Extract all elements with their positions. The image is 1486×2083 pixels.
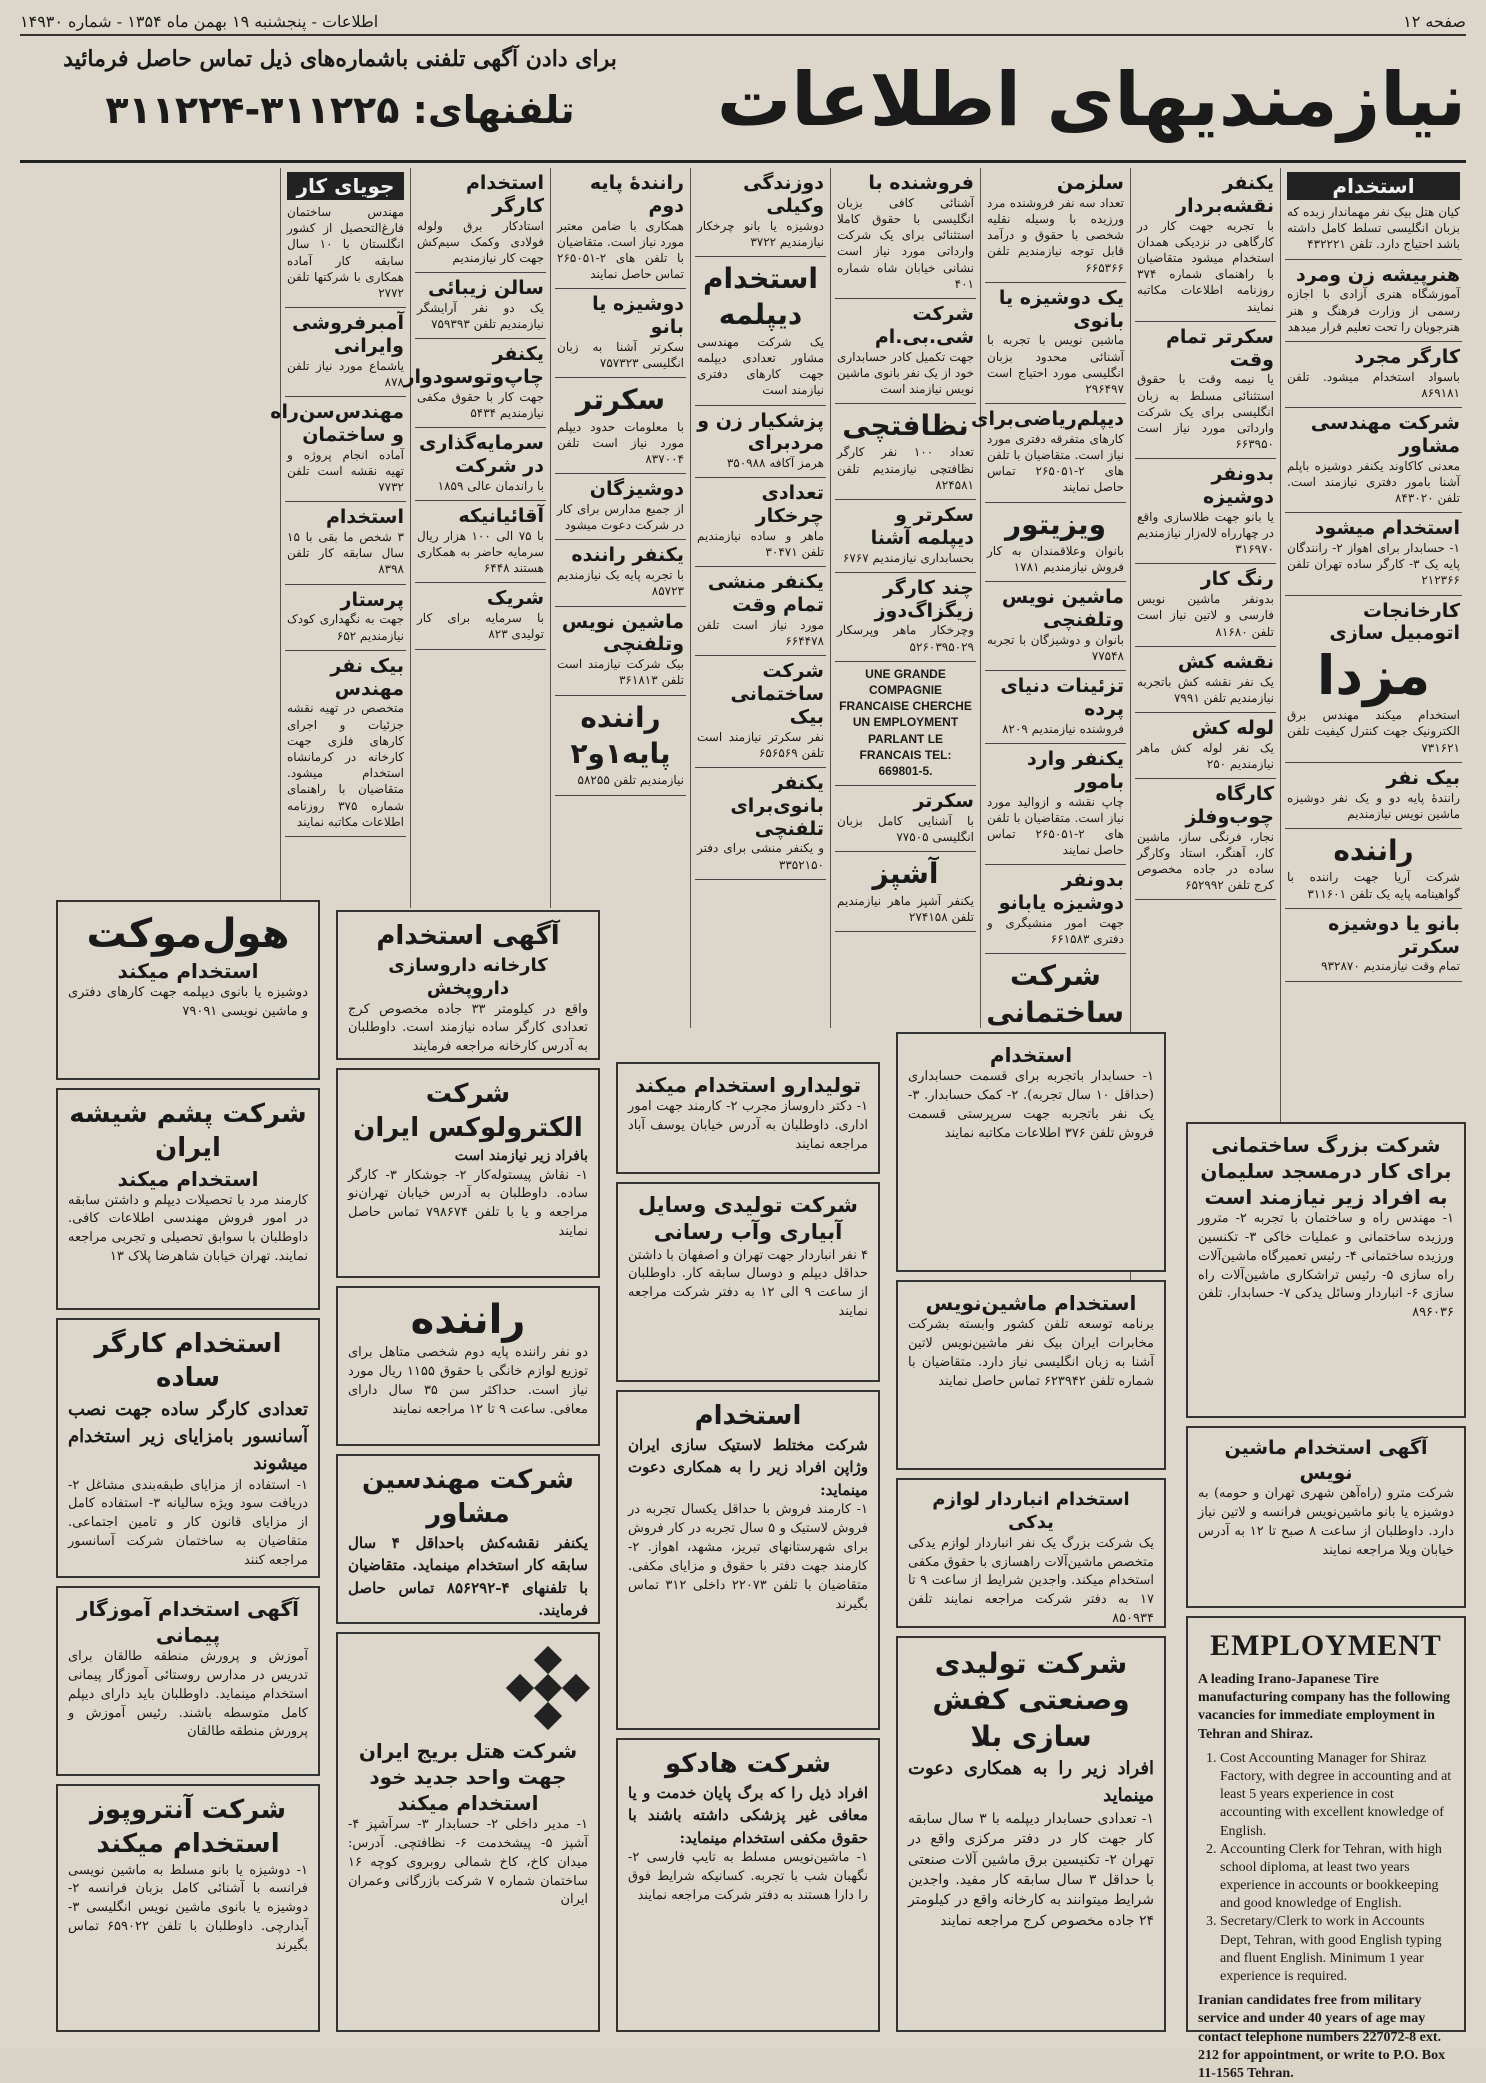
ad-heading: بیک نفر <box>1386 766 1460 789</box>
ad-heading: آمبرفروشی وایرانی <box>292 312 404 357</box>
classified-ad <box>835 500 976 573</box>
ad-ranandeh-body: دو نفر راننده پایه دوم شخصی متاهل برای توزیع لوازم خانگی با حقوق ۱۱۵۵ ریال مورد نیاز است. حداکثر سن ۳۵ سال دارای معافی. ساعت ۹ تا ۱۲ مراجعه نمایند <box>348 1345 589 1417</box>
ad-body: ماشین نویس با تجربه با آشنائی محدود بزبان انگلیسی مورد احتیاج است ۲۹۶۴۹۷ <box>987 333 1124 396</box>
ad-body: تعداد ۱۰۰ نفر کارگر نظافتچی نیازمندیم تلفن ۸۲۴۵۸۱ <box>837 445 974 492</box>
ad-body: شرکت آریا جهت راننده با گواهینامه پایه یک تلفن ۳۱۱۶۰۱ <box>1287 870 1460 901</box>
ad-body: بانوان و دوشیزگان با تجربه ۷۷۵۴۸ <box>987 632 1124 664</box>
ad-accounting <box>896 1032 1166 1272</box>
ad-heading-xlarge: مزدا <box>1316 644 1431 708</box>
ad-heading: یکنفر چاپ‌وتوسودوار <box>403 343 544 389</box>
ad-employment-english <box>1186 1616 1466 2081</box>
classified-ad <box>555 474 686 540</box>
ad-body: ماهر و ساده نیازمندیم تلفن ۳۰۴۷۱ <box>697 528 824 560</box>
ad-body: بیک شرکت نیازمند است تلفن ۳۶۱۸۱۳ <box>557 657 684 688</box>
ad-heading: پزشکیار زن و مردبرای <box>697 409 824 455</box>
classified-ad <box>835 299 976 404</box>
ad-heading: هنرپیشه زن ومرد <box>1295 263 1460 286</box>
classified-ad <box>835 852 976 932</box>
ad-heading-large: سکرتر <box>575 383 666 417</box>
classified-ad <box>1285 763 1462 829</box>
ad-mashin-body: برنامه توسعه تلفن کشور وابسته بشرکت مخابرات ایران بیک نفر ماشین‌نویس لاتین آشنا به زبان انگلیسی نیاز دارد. متقاضیان با شماره تلفن ۶۲۳۹۴۲ تماس حاصل نمایند <box>908 1317 1154 1389</box>
ad-electrolux-sub: بافراد زیر نیازمند است <box>454 1147 588 1164</box>
ad-hadco-body: ۱- ماشین‌نویس مسلط به تایپ فارسی ۲- نگهبان شب با تجربه. کسانیکه شرایط فوق را دارا هستند به دفتر شرکت مراجعه نمایند <box>628 1850 868 1903</box>
ad-heading: بدونفر دوشیزه یابانو <box>998 869 1124 915</box>
ad-body: استخدام میکند مهندس برق الکترونیک جهت کنترل کیفیت تلفن ۷۳۱۶۲۱ <box>1287 708 1460 755</box>
ad-kargar-body: ۱- استفاده از مزایای طبقه‌بندی مشاغل ۲- دریافت سود ویژه سالیانه ۳- استفاده کامل از مزایای قانون کار و تامین اجتماعی. متقاضیان به ساختمان شرکت آسانسور مراجعه کنند <box>68 1477 308 1568</box>
ad-mashinfr-body: شرکت مترو (راه‌آهن شهری تهران و حومه) به دوشیزه یا بانو ماشین‌نویس فرانسه و لاتین نیاز دارد. داوطلبان از ساعت ۸ صبح تا ۱۲ به آدرس خیابان ویلا مراجعه نمایند <box>1198 1486 1454 1558</box>
employment-footer: Iranian candidates free from military service and under 40 years of age may contact telephone numbers 227072-8 ext. 212 for appointment, or write to P.O. Box 11-1565 Tehran. <box>1198 1993 1446 2081</box>
classified-ad <box>835 168 976 299</box>
ad-body: یا بانو جهت طلاسازی واقع در چهارراه لاله‌زار نیازمندیم ۳۱۶۹۷۰ <box>1137 509 1274 557</box>
section-label: استخدام <box>1287 172 1460 200</box>
classified-ad <box>695 768 826 880</box>
ad-lastik-title: استخدام <box>694 1401 802 1431</box>
ad-tolidaroo-body: ۱- دکتر داروساز مجرب ۲- کارمند جهت امور اداری. داوطلبان به آدرس خیابان یوسف آباد مراجعه نمایند <box>628 1099 868 1152</box>
ad-hadco-sub: افراد ذیل را که برگ پایان خدمت و یا معافی غیر پزشکی داشته باشند با حقوق مکفی استخدام مینماید: <box>628 1783 868 1847</box>
ad-body: نفر سکرتر نیازمند است تلفن ۶۵۶۵۶۹ <box>697 729 824 760</box>
ad-heading: یکنفر منشی تمام وقت <box>707 571 824 617</box>
ad-body: آموزشگاه هنری آزادی با اجازه رسمی از وزارت فرهنگ و هنر هنرجویان را تحت تعلیم قرار میدهد <box>1287 287 1460 334</box>
classified-ad <box>415 583 546 649</box>
classified-ad <box>285 585 406 651</box>
ad-heading-large: راننده <box>1333 834 1414 868</box>
classified-ad <box>1285 168 1462 260</box>
ad-ranandeh <box>336 1286 600 1446</box>
page-number: صفحه ۱۲ <box>1403 11 1466 31</box>
ad-accounting-title: استخدام <box>989 1043 1073 1067</box>
ad-body: جهت امور منشیگری و دفتری ۶۶۱۵۸۳ <box>987 916 1124 947</box>
employment-item: 2. Accounting Clerk for Tehran, with high school diploma, at least two years experience in accounts or bookkeeping and good knowledge of English. <box>1220 1841 1454 1914</box>
ad-heading: سرمایه‌گذاری در شرکت <box>419 432 544 478</box>
classified-ad <box>1135 647 1276 713</box>
classified-ad <box>555 696 686 796</box>
ad-body: بدونفر ماشین نویس فارسی و لاتین نیاز است تلفن ۸۱۶۸۰ <box>1137 592 1274 639</box>
classified-ad <box>1285 408 1462 513</box>
ad-shisheh-sub: استخدام میکند <box>117 1166 259 1191</box>
ad-lastik-body: ۱- کارمند فروش با حداقل یکسال تجربه در فروش لاستیک و ۵ سال تجربه در کار فروش برای شهرستانهای تبریز، مشهد، اهواز. ۲- کارمند جهت دفتر با حقوق و مزایای مکفی. متقاضیان با تلفن ۲۲۰۷۳ داخلی ۳۱۲ تماس بگیرند <box>628 1502 868 1612</box>
ad-heading: سکرتر و دیپلمه آشنا <box>870 504 974 549</box>
ad-daroosazi <box>336 910 600 1060</box>
ad-hadco-title: شرکت هادکو <box>665 1749 831 1779</box>
classified-ad <box>985 744 1126 865</box>
ad-lastik-sub: شرکت مختلط لاستیک سازی ایران وژاپن افراد زیر را به همکاری دعوت مینماید: <box>628 1435 868 1499</box>
ad-abyari <box>616 1182 880 1382</box>
ad-heading: سکرتر تمام وقت <box>1165 325 1274 371</box>
classified-ad <box>1135 779 1276 900</box>
ad-mohandesin-body: یکنفر نقشه‌کش باحداقل ۴ سال سابقه کار استخدام مینماید. متقاضیان با تلفنهای ۴-۸۵۶۲۹۲ تماس حاصل فرمایند. <box>348 1533 588 1620</box>
ad-heading: استخدام <box>325 506 404 529</box>
classified-ad <box>403 339 546 428</box>
ad-body: استادکار برق ولوله فولادی وکمک سیم‌کش جهت کار نیازمندیم <box>417 218 544 265</box>
classified-ad <box>1285 260 1462 342</box>
ad-body: یک شرکت مهندسی مشاور تعدادی دیپلمه جهت کارهای دفتری نیازمند است <box>697 334 824 398</box>
ad-lastik <box>616 1390 880 1730</box>
classified-ad <box>1285 596 1462 763</box>
ad-mashin <box>896 1280 1166 1470</box>
ad-heading: بانو یا دوشیزه سکرتر <box>1328 912 1460 958</box>
ad-heading: لوله کش <box>1191 716 1274 739</box>
classified-ad <box>285 651 406 837</box>
ad-body: نجار، فرنگی ساز، ماشین کار، آهنگر، استاد وکارگر ساده در جاده مخصوص کرج تلفن ۶۵۲۹۹۲ <box>1137 829 1274 893</box>
classified-ad <box>1135 322 1276 460</box>
ad-mashinfr-title: آگهی استخدام ماشین نویس <box>1224 1437 1428 1484</box>
ad-body: معدنی کاکاوند یکنفر دوشیزه باپلم آشنا بامور دفتری نیازمند است. تلفن ۸۴۳۰۲۰ <box>1287 458 1460 506</box>
classified-ad <box>285 168 406 308</box>
ad-body: با معلومات حدود دیپلم مورد نیاز است تلفن ۸۳۷۰۰۴ <box>557 419 684 467</box>
ad-body: با سرمایه برای کار تولیدی ۸۲۳ <box>417 611 544 642</box>
column-5 <box>690 168 830 1028</box>
ad-heading: کارگاه چوب‌وفلز <box>1185 783 1274 828</box>
ad-body: آشنائی کافی بزبان انگلیسی با حقوق کاملا استثنائی برای یک شرکت وارداتی مورد نیاز است نشانی خیابان شاه شماره ۴۰۱ <box>837 195 974 291</box>
ad-heading: استخدام میشود <box>1314 517 1460 540</box>
ad-heading: شرکت مهندسی مشاور <box>1310 412 1460 457</box>
ad-heading: نقشه کش <box>1177 650 1274 673</box>
ad-kafsh-title: شرکت تولیدی وصنعتی کفش سازی بلا <box>932 1647 1130 1753</box>
ad-tolidaroo-title: تولیدارو استخدام میکند <box>634 1073 862 1097</box>
ad-heading: شریک <box>486 587 544 610</box>
ad-mohandesin <box>336 1454 600 1624</box>
ad-heading: تزئینات دنیای پرده <box>1000 675 1124 721</box>
classified-ad <box>695 478 826 567</box>
ad-heading-large: آشپز <box>872 857 939 891</box>
classified-ad <box>555 607 686 696</box>
employment-list <box>1198 1750 1454 1986</box>
ad-heading: ماشین نویس وتلفنچی <box>561 610 684 656</box>
ad-body: با آشنایی کامل بزبان انگلیسی ۷۷۵۰۵ <box>837 813 974 845</box>
ad-heading: یکنفر راننده <box>571 544 684 567</box>
ad-electrolux-body: ۱- نقاش پیستوله‌کار ۲- جوشکار ۳- کارگر ساده. داوطلبان به آدرس خیابان تهران‌نو مراجعه و یا با تلفن ۷۹۸۶۷۴ تماس حاصل نمایند <box>348 1167 588 1240</box>
column-1 <box>1280 168 1466 1288</box>
ad-electrolux-title: شرکت الکترولوکس ایران <box>353 1079 583 1143</box>
ad-hoolmoket-title: هول‌موکت <box>86 911 290 957</box>
classified-ad <box>695 656 826 768</box>
ad-heading: چند کارگر زیگزاگ‌دوز <box>874 576 974 622</box>
ad-body: همکاری با ضامن معتبر مورد نیاز است. متقاضیان با تلفن های ۲-۲۶۵۰۵۱ تماس حاصل نمایند <box>557 218 684 282</box>
ad-antropoz-body: ۱- دوشیزه یا بانو مسلط به ماشین نویسی فرانسه با آشنائی کامل بزبان فرانسه ۲- دوشیزه یا بانوی ماشین نویس انگلیسی ۳- آبدارچی. داوطلبان با تلفن ۶۵۹۰۲۲ تماس بگیرند <box>68 1862 308 1953</box>
classified-ad <box>985 503 1126 583</box>
employment-item: 1. Cost Accounting Manager for Shiraz Factory, with degree in accounting and at least 5 years experience in cost accounting with excellent knowledge of English. <box>1220 1750 1454 1841</box>
ad-heading: سکرتر <box>913 790 974 813</box>
classified-ad <box>415 168 546 273</box>
classified-ad <box>1135 168 1276 322</box>
ad-body: سکرتر آشنا به زبان انگلیسی ۷۵۷۳۲۳ <box>557 339 684 371</box>
ad-kargar-title: استخدام کارگر ساده <box>94 1329 282 1393</box>
classified-ad <box>985 168 1126 283</box>
ad-body: با تجربه پایه یک نیازمندیم ۸۵۷۲۳ <box>557 568 684 599</box>
classified-ad <box>555 378 686 474</box>
ad-hadco <box>616 1738 880 2032</box>
ad-heading: بیک نفر مهندس <box>330 654 404 700</box>
ad-mashin-title: استخدام ماشین‌نویس <box>925 1291 1137 1315</box>
ad-antropoz <box>56 1784 320 2032</box>
ad-sakhtemani-body: ۱- مهندس راه و ساختمان با تجربه ۲- مترور ورزیده ساختمانی و عملیات خاکی ۳- تکنسین ورزیده ساختمانی ۴- رئیس تعمیرگاه ماشین‌آلات راه سازی ۵- رئیس تراشکاری ماشین‌آلات راه سازی ۶- انباردار وسائل یدکی ۷- حسابدار. تلفن ۸۹۶۰۳۶ <box>1198 1211 1455 1321</box>
ad-heading: مهندس‌سن‌راه و ساختمان <box>270 401 404 446</box>
classified-ad <box>985 283 1126 404</box>
ad-body: ۳ شخص ما بقی با ۱۵ سال سابقه کار تلفن ۸۳۹۸ <box>287 530 404 577</box>
ad-heading: رنگ کار <box>1200 568 1274 591</box>
ad-heading: کارخانجات اتومبیل سازی <box>1329 599 1460 645</box>
ad-shisheh <box>56 1088 320 1310</box>
ad-heading: بدونفر دوشیزه <box>1202 463 1274 509</box>
ad-heading: شرکت شی.بی.ام <box>874 302 974 348</box>
ad-sakhtemani-title: شرکت بزرگ ساختمانی برای کار درمسجد سلیمان به افراد زیر نیازمند است <box>1200 1133 1452 1209</box>
ad-amouzegar-body: آموزش و پرورش منطقه طالقان برای تدریس در مدارس روستائی آموزگار پیمانی استخدام مینماید. داوطلبان باید دارای دیپلم کامل متوسطه باشند. رئیس آموزش و پرورش منطقه طالقان <box>68 1649 308 1740</box>
classified-ad <box>555 168 686 289</box>
ad-amouzegar <box>56 1586 320 1776</box>
employment-title: EMPLOYMENT <box>1210 1629 1442 1662</box>
ad-body: یک نفر نقشه کش باتجربه نیازمندیم تلفن ۷۹۹۱ <box>1137 674 1274 705</box>
classified-ad <box>985 582 1126 671</box>
ad-heading: یک دوشیزه یا بانوی <box>998 286 1124 332</box>
column-4 <box>830 168 980 1028</box>
ad-body: متخصص در تهیه نقشه جزئیات و اجرای کارهای فلزی جهت کارخانه در کرمانشاه استخدام میشود. متقاضیان با راهنمای شماره ۳۷۵ روزنامه اطلاعات مکاتبه نمایند <box>287 701 405 829</box>
ad-tolidaroo <box>616 1062 880 1174</box>
classified-ad <box>285 502 406 584</box>
column-6 <box>550 168 690 908</box>
classified-ad <box>1285 829 1462 909</box>
ad-body: ۱- حسابدار برای اهواز ۲- رانندگان پایه یک ۳- کارگر ساده تهران تلفن ۲۱۲۳۶۶ <box>1287 541 1461 588</box>
classified-ad <box>1285 342 1462 408</box>
ad-heading: شرکت ساختمانی بیک <box>730 660 824 728</box>
ad-heading-large: راننده پایه۱و۲ <box>570 700 671 770</box>
ad-antropoz-title: شرکت آنتروپوز استخدام میکند <box>89 1795 287 1859</box>
masthead <box>20 40 1466 160</box>
ad-anbar-body: یک شرکت بزرگ یک نفر انباردار لوازم یدکی متخصص ماشین‌آلات راهسازی با حقوق مکفی استخدام میکند. واجدین شرایط از ساعت ۹ تا ۱۷ به دفتر شرکت مراجعه نمایند تلفن ۸۵۰۹۳۴ <box>908 1535 1154 1627</box>
ad-hotel-body: ۱- مدیر داخلی ۲- حسابدار ۳- سرآشپز ۴- آشپز ۵- پیشخدمت ۶- نظافتچی. آدرس: میدان کاخ، کاخ شمالی روبروی کوچه ۱۶ ساختمان شماره ۷ شرکت بازرگانی وعمران ایران <box>348 1817 588 1908</box>
classified-ad <box>835 662 976 786</box>
ad-mashinfr <box>1186 1426 1466 1608</box>
ad-heading-large: استخدام دیپلمه <box>702 261 819 332</box>
ad-body: مورد نیاز است تلفن ۶۶۴۴۷۸ <box>697 617 824 649</box>
ad-kargar-sub: تعدادی کارگر ساده جهت نصب آسانسور بامزایای زیر استخدام میشوند <box>68 1398 308 1474</box>
ad-heading-large: ویزیتور <box>1005 507 1106 541</box>
classified-ad <box>971 404 1126 503</box>
ad-body: با تجربه جهت کار در کارگاهی در نزدیکی همدان استخدام میشود متقاضیان با راهنمای شماره ۳۷۴ روزنامه اطلاعات مکاتبه نمایند <box>1137 218 1274 314</box>
ad-amouzegar-title: آگهی استخدام آموزگار پیمانی <box>77 1597 299 1647</box>
classified-ad <box>835 573 976 662</box>
ad-hotel-title: شرکت هتل بریج ایران جهت واحد جدید خود استخدام میکند <box>358 1739 578 1815</box>
classified-ad <box>1285 909 1462 982</box>
masthead-phones: تلفنهای: ۳۱۱۲۲۵-۳۱۱۲۲۴ <box>105 88 575 132</box>
ad-body: از جمیع مدارس برای کار در شرکت دعوت میشود <box>557 502 684 533</box>
ad-body: کیان هتل بیک نفر مهماندار زبده که بزبان انگلیسی تسلط کامل داشته باشد احتیاج دارد. تلفن ۴۳۲۲۲۱ <box>1287 205 1460 252</box>
folio-bar <box>20 8 1466 36</box>
ad-heading: دوزندگی وکیلی <box>743 172 824 217</box>
classified-ad <box>270 397 406 502</box>
ad-heading: دوشیزگان <box>589 478 684 501</box>
ad-daroosazi-sub: کارخانه داروسازی داروپخش <box>388 954 548 1000</box>
ad-body: یکنفر آشپز ماهر نیازمندیم تلفن ۲۷۴۱۵۸ <box>837 893 974 924</box>
ad-heading: رانندۀ پایه دوم <box>589 172 684 217</box>
masthead-title: نیازمندیهای اطلاعات <box>716 57 1466 143</box>
classified-ad <box>985 865 1126 954</box>
ad-body: دوشیزه یا بانو چرخکار نیازمندیم ۳۷۲۲ <box>697 218 824 249</box>
ad-kafsh <box>896 1636 1166 2032</box>
ad-anbar-title: استخدام انباردار لوازم یدکی <box>932 1489 1130 1534</box>
ad-heading: یکنفر بانوی‌برای تلفنچی <box>730 771 824 840</box>
classified-ad <box>415 273 546 339</box>
ad-heading: دیپلم‌ریاضی‌برای <box>971 408 1124 431</box>
issue-info: اطلاعات - پنجشنبه ۱۹ بهمن ماه ۱۳۵۴ - شماره ۱۴۹۳۰ <box>20 11 379 31</box>
ad-heading-large: نظافتچی <box>842 409 969 443</box>
ad-hoolmoket-sub: استخدام میکند <box>117 959 259 983</box>
ad-shisheh-body: کارمند مرد با تحصیلات دیپلم و داشتن سابقه در امور فروش مهندسی اطلاعات کافی. داوطلبان با سوابق تحصیلی و تجربی مراجعه نمایند. تهران خیابان شاهرضا پلاک ۱۳ <box>68 1192 308 1265</box>
column-7 <box>403 168 550 908</box>
hotel-logo-icon <box>508 1648 588 1728</box>
classified-ad <box>985 671 1126 744</box>
ad-body: باسواد استخدام میشود. تلفن ۸۶۹۱۸۱ <box>1287 369 1460 400</box>
section-label: جویای کار <box>287 172 404 200</box>
classified-ad <box>695 567 826 656</box>
ad-body: تمام وقت نیازمندیم ۹۳۲۸۷۰ <box>1321 959 1460 974</box>
ad-body: و یکنفر منشی برای دفتر ۳۳۵۲۱۵۰ <box>697 841 824 872</box>
ad-mohandesin-title: شرکت مهندسین مشاور <box>362 1465 574 1529</box>
classified-ad <box>1135 713 1276 779</box>
ad-hoolmoket <box>56 900 320 1080</box>
ad-heading: یکنفر نقشه‌بردار <box>1176 172 1274 217</box>
ad-body: یک دو نفر آرایشگر نیازمندیم تلفن ۷۵۹۳۹۳ <box>417 300 544 332</box>
ad-body: جهت کار با حقوق مکفی نیازمندیم ۵۴۳۴ <box>417 389 544 421</box>
classified-ad <box>555 540 686 606</box>
ad-hotel <box>336 1632 600 2032</box>
ad-daroosazi-body: واقع در کیلومتر ۳۳ جاده مخصوص کرج تعدادی کارگر ساده نیازمند است. داوطلبان به آدرس کارخانه مراجعه فرمایند <box>348 1001 588 1055</box>
ad-daroosazi-title: آگهی استخدام <box>376 921 560 951</box>
ad-body: تعداد سه نفر فروشنده مرد ورزیده با وسیله نقلیه شخصی با حقوق و درآمد قابل توجه نیازمندیم تلفن ۶۶۵۳۶۶ <box>987 195 1124 275</box>
ad-body: رانندۀ پایه دو و یک نفر دوشیزه ماشین نویس نیازمندیم <box>1287 790 1460 821</box>
ad-hoolmoket-body: دوشیزه یا بانوی دیپلمه جهت کارهای دفتری و ماشین نویسی ۷۹۰۹۱ <box>68 985 308 1019</box>
ad-body: فروشنده نیازمندیم ۸۲۰۹ <box>1002 721 1124 736</box>
classified-ad <box>695 406 826 479</box>
ad-body: با ۷۵ الی ۱۰۰ هزار ریال سرمایه حاضر به همکاری هستند ۶۴۴۸ <box>417 528 545 576</box>
ad-heading: فروشنده با <box>868 172 974 194</box>
classified-ad <box>1285 513 1462 595</box>
ad-body: یاشماع مورد نیاز تلفن ۸۷۸ <box>287 358 404 389</box>
classified-ad <box>1135 459 1276 564</box>
ad-accounting-body: ۱- حسابدار باتجربه برای قسمت حسابداری (حداقل ۱۰ سال تجربه). ۲- کمک حسابدار. ۳- یک نفر باتجربه جهت سرپرستی قسمت فروش تلفن ۳۷۶ اطلاعات مکاتبه نمایند <box>908 1069 1154 1141</box>
ad-body: کارهای متفرقه دفتری مورد نیاز است. متقاضیان با تلفن های ۲-۲۶۵۰۵۱ تماس حاصل نمایند <box>987 431 1124 495</box>
ad-heading: سالن زیبائی <box>428 277 544 300</box>
classified-ad <box>415 428 546 501</box>
column-3 <box>971 168 1130 1029</box>
ad-body: مهندس ساختمان فارغ‌التحصیل از کشور انگلستان با ۱۰ سال سابقه کار آماده همکاری با شرکتها تلفن ۲۷۷۲ <box>287 205 404 300</box>
classified-ad <box>835 786 976 852</box>
masthead-rule <box>20 160 1466 163</box>
ad-shisheh-title: شرکت پشم شیشه ایران <box>69 1099 307 1163</box>
ad-body: با راندمان عالی ۱۸۵۹ <box>437 478 544 493</box>
ad-heading: کارگر مجرد <box>1354 345 1460 368</box>
ad-body: بانوان وعلاقمندان به کار فروش نیازمندیم ۱۷۸۱ <box>987 544 1124 575</box>
ad-french-text: UNE GRANDE COMPAGNIE FRANCAISE CHERCHE UN EMPLOYMENT PARLANT LE FRANCAIS TEL: 669801-5. <box>839 666 972 778</box>
ad-heading: آقائیانیکه <box>458 505 544 528</box>
ad-heading: ماشین نویس وتلفنچی <box>1001 586 1124 632</box>
classified-ad <box>1135 564 1276 646</box>
ad-electrolux <box>336 1068 600 1278</box>
ad-body: هرمز آکافه ۳۵۰۹۸۸ <box>726 456 824 471</box>
ad-heading: سلزمن <box>1056 172 1124 194</box>
classified-ad <box>835 404 976 500</box>
ad-heading: دوشیزه یا بانو <box>592 293 684 339</box>
ad-body: چاپ نقشه و ازوالید مورد نیاز است. متقاضیان با تلفن های ۲-۲۶۵۰۵۱ تماس حاصل نمایند <box>987 794 1124 858</box>
ad-anbar <box>896 1478 1166 1628</box>
classified-ad <box>415 501 546 583</box>
ad-heading-large: شرکت ساختمانی <box>986 959 1124 1029</box>
ad-body: بحسابداری نیازمندیم ۶۷۶۷ <box>842 550 974 565</box>
ad-kafsh-sub: افراد زیر را به همکاری دعوت مینماید <box>908 1758 1154 1807</box>
ad-body: جهت تکمیل کادر حسابداری خود از یک نفر بانوی ماشین نویس نیازمند است <box>837 349 974 396</box>
ad-body: وچرخکار ماهر وپرسکار ۵۲۶۰۳۹۵۰۲۹ <box>837 623 974 654</box>
ad-kargar <box>56 1318 320 1578</box>
column-8 <box>270 168 410 908</box>
classified-ad <box>555 289 686 378</box>
ad-abyari-title: شرکت تولیدی وسایل آبیاری وآب رسانی <box>638 1193 858 1245</box>
ad-sakhtemani <box>1186 1122 1466 1418</box>
ad-body: نیازمندیم تلفن ۵۸۲۵۵ <box>577 773 684 788</box>
ad-heading: تعدادی چرخکار <box>755 482 824 528</box>
ad-heading: یکنفر وارد بامور <box>1026 748 1124 793</box>
ad-heading: استخدام کارگر <box>465 172 544 217</box>
employment-intro: A leading Irano-Japanese Tire manufacturing company has the following vacancies for immediate employment in Tehran and Shiraz. <box>1198 1672 1451 1742</box>
ad-body: آماده انجام پروژه و تهیه نقشه است تلفن ۷۷۳۲ <box>287 447 404 495</box>
classified-ad <box>695 168 826 257</box>
ad-heading: پرستار <box>340 588 404 611</box>
employment-item: 3. Secretary/Clerk to work in Accounts Dept, Tehran, with good English typing and fluent English. Minimum 1 year experience is required. <box>1220 1913 1454 1986</box>
ad-ranandeh-title: راننده <box>410 1297 526 1343</box>
ad-kafsh-body: ۱- تعدادی حسابدار دیپلمه با ۳ سال سابقه کار جهت کار در دفتر مرکزی واقع در تهران ۲- تکنیسین برق ماشین آلات صنعتی با حداقل ۳ سال سابقه کار مفید. واجدین شرایط میتوانند به کارخانه واقع در کیلومتر ۲۴ جاده مخصوص کرج مراجعه نمایند <box>908 1811 1154 1929</box>
ad-abyari-body: ۴ نفر انباردار جهت تهران و اصفهان با داشتن حداقل دیپلم و دوسال سابقه کار. داوطلبان از ساعت ۹ الی ۱۲ به دفتر شرکت مراجعه نمایند <box>628 1247 868 1320</box>
masthead-note: برای دادن آگهی تلفنی باشماره‌های ذیل تماس حاصل فرمائید <box>63 46 617 72</box>
classified-ad <box>285 308 406 397</box>
classified-ad <box>695 257 826 406</box>
ad-body: جهت به نگهداری کودک نیازمندیم ۶۵۲ <box>287 612 404 643</box>
ad-body: یک نفر لوله کش ماهر نیازمندیم ۲۵۰ <box>1137 740 1274 771</box>
ad-body: یا نیمه وقت با حقوق استثنائی مسلط به زبان انگلیسی برای یک شرکت وارداتی مورد نیاز است ۶۶۳۹۵۰ <box>1137 372 1274 452</box>
